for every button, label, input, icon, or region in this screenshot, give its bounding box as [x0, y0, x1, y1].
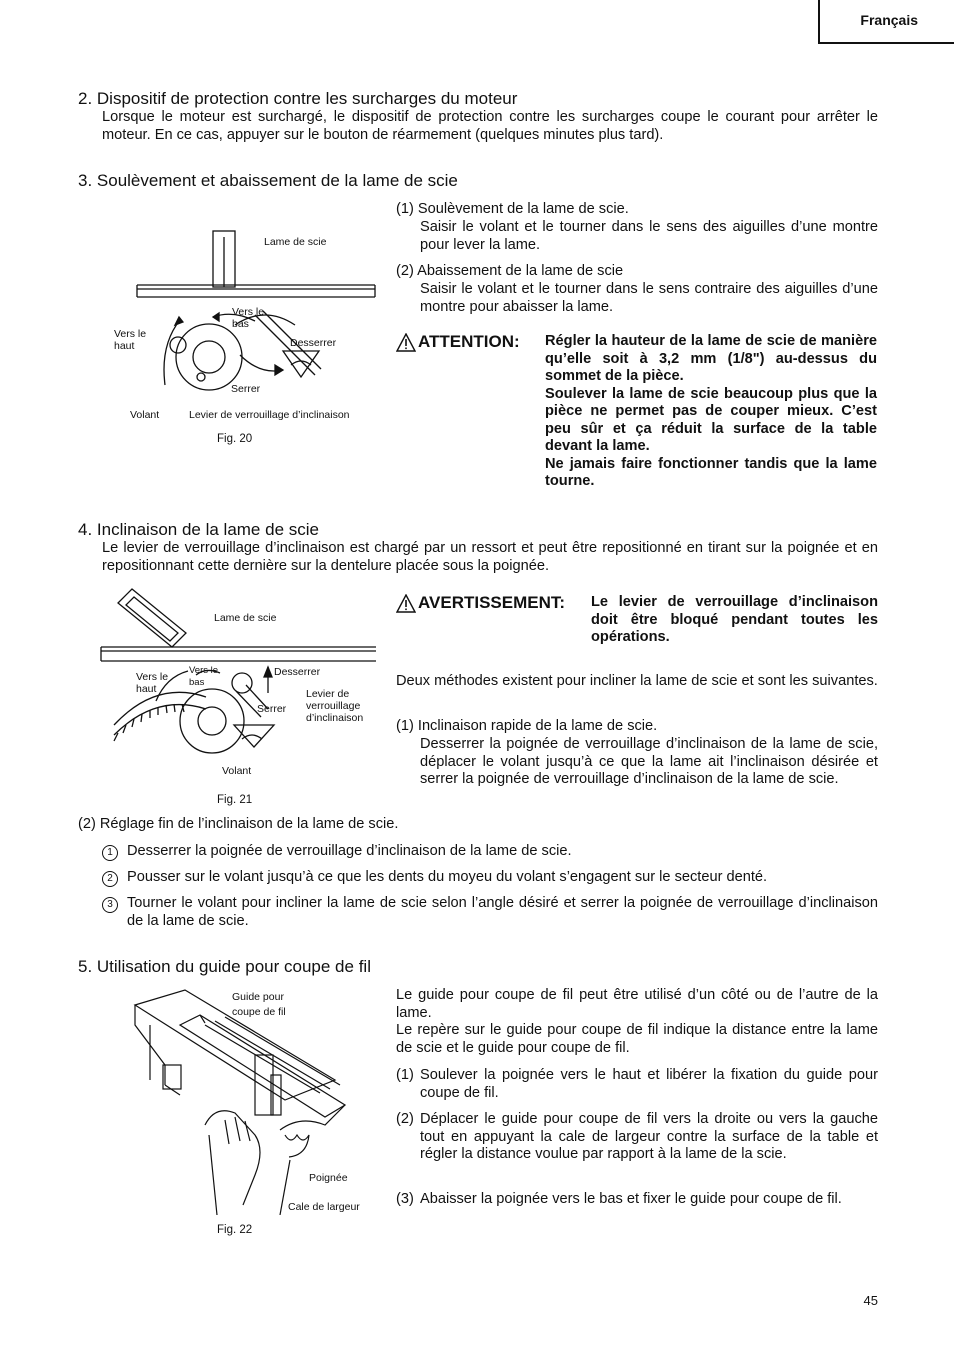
section-4-title: 4. Inclinaison de la lame de scie	[78, 520, 319, 539]
s4-step-2-text: Pousser sur le volant jusqu’à ce que les dents du moyeu du volant s’engagent sur le secteur denté.	[127, 869, 768, 885]
s5-item-2	[396, 1111, 878, 1164]
fig21-label-levier: Levier de verrouillage d’inclinaison	[306, 688, 364, 724]
fig22-label-poignee: Poignée	[309, 1172, 348, 1184]
s5-item-1	[396, 1067, 878, 1102]
fig20-label-vers-bas: Vers le bas	[232, 306, 265, 330]
attention-text-2: Soulever la lame de scie beaucoup plus que la pièce ne permet pas de couper mieux. C’est peu sûr et ça réduit la surface de la table devant la lame.	[545, 385, 877, 454]
page-number: 45	[863, 1293, 878, 1308]
fig22-label-cale: Cale de largeur	[288, 1201, 360, 1213]
step-number-1: 1	[102, 845, 118, 861]
warning-triangle-icon	[396, 594, 416, 613]
s5-item-3-text: Abaisser la poignée vers le bas et fixer le guide pour coupe de fil.	[420, 1191, 842, 1207]
fig21-label-volant: Volant	[222, 765, 252, 777]
s4-step-3-text: Tourner le volant pour incliner la lame de scie selon l’angle désiré et serrer la poignée de verrouillage d’inclinaison de la lame de scie.	[127, 895, 878, 929]
s3-item2-body: Saisir le volant et le tourner dans le sens contraire des aiguilles d’une montre pour abaisser la lame.	[420, 281, 878, 315]
s5-item-2-num: (2)	[396, 1111, 414, 1127]
fig22-caption: Fig. 22	[217, 1224, 253, 1236]
fig22-label-guide: Guide pour coupe de fil	[232, 991, 286, 1018]
fig20-label-desserrer: Desserrer	[290, 337, 337, 349]
fig20-label-lame: Lame de scie	[264, 236, 327, 248]
attention-text-3: Ne jamais faire fonctionner tandis que la lame tourne.	[545, 455, 877, 489]
s4-step-1-text: Desserrer la poignée de verrouillage d’inclinaison de la lame de scie.	[127, 843, 572, 859]
s5-item-3-num: (3)	[396, 1191, 414, 1207]
s4-item1-title: (1) Inclinaison rapide de la lame de scie.	[396, 718, 658, 734]
s5-item-3	[396, 1191, 878, 1209]
attention-text-1: Régler la hauteur de la lame de scie de manière qu’elle soit à 3,2 mm (1/8") au-dessus du sommet de la pièce.	[545, 333, 877, 384]
s3-item2-title: (2) Abaissement de la lame de scie	[396, 263, 624, 279]
step-number-3: 3	[102, 897, 118, 913]
attention-label-wrap	[396, 333, 545, 491]
attention-text	[545, 333, 877, 491]
fig20-label-serrer: Serrer	[231, 383, 261, 395]
attention-label: ATTENTION:	[418, 332, 520, 351]
fig21-label-serrer: Serrer	[257, 703, 287, 715]
section-2-title: 2. Dispositif de protection contre les surcharges du moteur	[78, 89, 518, 108]
warning-triangle-icon	[396, 333, 416, 352]
figure-20	[105, 225, 385, 455]
avertissement-block	[396, 594, 878, 647]
s4-step-3	[102, 895, 878, 930]
s3-item1-body: Saisir le volant et le tourner dans le sens des aiguilles d’une montre pour lever la lame.	[420, 219, 878, 253]
attention-block	[396, 333, 878, 491]
fig21-label-vers-haut: Vers le haut	[136, 671, 169, 695]
language-label: Français	[860, 12, 918, 29]
s3-item1-title: (1) Soulèvement de la lame de scie.	[396, 201, 629, 217]
fig21-label-desserrer: Desserrer	[274, 666, 321, 678]
s5-p1: Le guide pour coupe de fil peut être utilisé d’un côté ou de l’autre de la lame.	[396, 987, 878, 1021]
section-3-title: 3. Soulèvement et abaissement de la lame de scie	[78, 171, 458, 190]
s5-p2: Le repère sur le guide pour coupe de fil indique la distance entre la lame de scie et le guide pour coupe de fil.	[396, 1022, 878, 1056]
s4-step-1	[102, 843, 878, 861]
fig21-label-vers-bas: Vers le bas	[189, 665, 219, 688]
s4-item2-title: (2) Réglage fin de l’inclinaison de la lame de scie.	[78, 816, 399, 832]
fig21-caption: Fig. 21	[217, 794, 253, 806]
avertissement-text: Le levier de verrouillage d’inclinaison doit être bloqué pendant toutes les opérations.	[591, 594, 878, 645]
fig20-label-vers-haut: Vers le haut	[114, 328, 147, 352]
fig20-caption: Fig. 20	[217, 433, 253, 445]
section-2-body: Lorsque le moteur est surchargé, le dispositif de protection contre les surcharges coupe le courant pour arrêter le moteur. En ce cas, appuyer sur le bouton de réarmement (quelques minutes plus tard).	[102, 109, 878, 143]
avertissement-label: AVERTISSEMENT:	[418, 593, 566, 612]
section-5-title: 5. Utilisation du guide pour coupe de fil	[78, 957, 371, 976]
avertissement-label-wrap	[396, 594, 591, 647]
s4-methods: Deux méthodes existent pour incliner la lame de scie et sont les suivantes.	[396, 673, 878, 689]
s5-item-2-text: Déplacer le guide pour coupe de fil vers la droite ou vers la gauche tout en appuyant la cale de largeur contre la surface de la table et régler la distance voulue par rapport à la lame de la scie.	[420, 1111, 878, 1162]
s5-item-1-num: (1)	[396, 1067, 414, 1083]
s5-item-1-text: Soulever la poignée vers le haut et libérer la fixation du guide pour coupe de fil.	[420, 1067, 878, 1101]
s4-step-2	[102, 869, 878, 887]
language-tab	[818, 0, 954, 44]
figure-22	[105, 985, 385, 1240]
s4-item1-body: Desserrer la poignée de verrouillage d’inclinaison de la lame de scie, déplacer le volant jusqu’à ce que la lame ait l’inclinaison désirée et serrer la poignée de verrouillage d’inclinaison de la lame de scie.	[420, 736, 878, 787]
fig20-label-levier: Levier de verrouillage d’inclinaison	[189, 409, 350, 421]
figure-21	[96, 585, 386, 810]
section-4-body: Le levier de verrouillage d’inclinaison est chargé par un ressort et peut être repositionné en tirant sur la poignée et en repositionnant cette dernière sur la dentelure placée sous la poignée.	[102, 540, 878, 574]
step-number-2: 2	[102, 871, 118, 887]
fig20-label-volant: Volant	[130, 409, 160, 421]
fig21-label-lame: Lame de scie	[214, 612, 277, 624]
